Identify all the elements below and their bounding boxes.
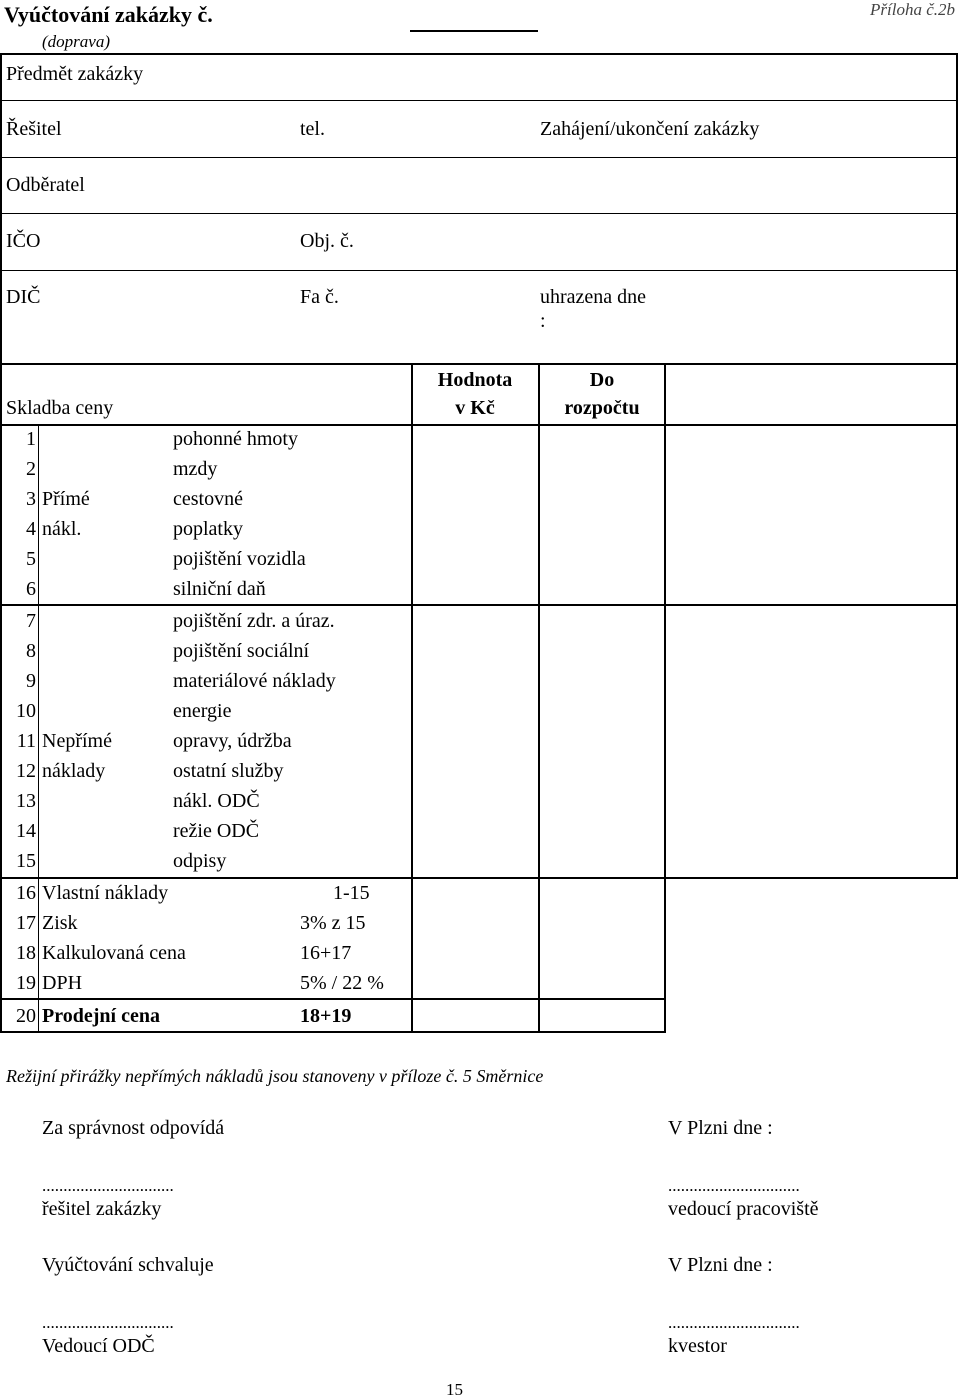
row-number: 5 bbox=[26, 548, 36, 570]
row-label: pojištění vozidla bbox=[173, 548, 306, 570]
row-number: 6 bbox=[26, 578, 36, 600]
paid-label: uhrazena dne bbox=[540, 286, 647, 308]
kvestor-signature-line: ............................... bbox=[668, 1313, 800, 1332]
row-number: 15 bbox=[16, 850, 36, 872]
summary-number: 17 bbox=[16, 912, 36, 934]
row-number: 13 bbox=[16, 790, 36, 812]
summary-number: 16 bbox=[16, 882, 36, 904]
customer-label: Odběratel bbox=[6, 174, 85, 196]
ico-label: IČO bbox=[6, 230, 41, 252]
summary-formula: 16+17 bbox=[300, 942, 352, 964]
order-label: Obj. č. bbox=[300, 230, 354, 252]
solver-label: Řešitel bbox=[6, 118, 62, 140]
approve-label: Vyúčtování schvaluje bbox=[42, 1254, 214, 1276]
summary-label: DPH bbox=[42, 972, 83, 994]
invoice-label: Fa č. bbox=[300, 286, 339, 308]
summary-formula: 5% / 22 % bbox=[300, 972, 384, 994]
direct-group-label-2: nákl. bbox=[42, 518, 82, 540]
row-number: 3 bbox=[26, 488, 36, 510]
head-signature-line: ............................... bbox=[668, 1176, 800, 1195]
budget-header-line2: rozpočtu bbox=[564, 397, 640, 419]
summary-number: 20 bbox=[16, 1005, 36, 1027]
value-header-line1: Hodnota bbox=[437, 369, 513, 391]
row-number: 14 bbox=[16, 820, 36, 842]
row-number: 4 bbox=[26, 518, 36, 540]
title-number-line bbox=[410, 30, 538, 32]
row-number: 2 bbox=[26, 458, 36, 480]
row-label: energie bbox=[173, 700, 232, 722]
summary-label: Zisk bbox=[42, 912, 78, 934]
head-signature-label: vedoucí pracoviště bbox=[668, 1198, 819, 1220]
row-number: 10 bbox=[16, 700, 36, 722]
dic-label: DIČ bbox=[6, 286, 41, 308]
row-label: pojištění sociální bbox=[173, 640, 310, 662]
document-subtitle: (doprava) bbox=[42, 32, 110, 51]
row-label: ostatní služby bbox=[173, 760, 284, 782]
solver-signature-line: ............................... bbox=[42, 1176, 174, 1195]
attachment-label: Příloha č.2b bbox=[870, 0, 955, 19]
row-label: poplatky bbox=[173, 518, 243, 540]
row-label: mzdy bbox=[173, 458, 218, 480]
summary-label: Kalkulovaná cena bbox=[42, 942, 186, 964]
row-number: 11 bbox=[16, 730, 36, 752]
row-label: odpisy bbox=[173, 850, 227, 872]
date-label-2: V Plzni dne : bbox=[668, 1254, 773, 1276]
summary-formula: 18+19 bbox=[300, 1005, 352, 1027]
row-label: pohonné hmoty bbox=[173, 428, 298, 450]
paid-colon: : bbox=[540, 310, 546, 332]
direct-group-label-1: Přímé bbox=[42, 488, 90, 510]
row-label: opravy, údržba bbox=[173, 730, 292, 752]
row-number: 9 bbox=[26, 670, 36, 692]
row-number: 12 bbox=[16, 760, 36, 782]
odc-signature-line: ............................... bbox=[42, 1313, 174, 1332]
subject-label: Předmět zakázky bbox=[6, 63, 144, 85]
budget-header-line1: Do bbox=[589, 369, 615, 391]
section-label: Skladba ceny bbox=[6, 397, 114, 419]
row-label: pojištění zdr. a úraz. bbox=[173, 610, 335, 632]
date-label-1: V Plzni dne : bbox=[668, 1117, 773, 1139]
start-end-label: Zahájení/ukončení zakázky bbox=[540, 118, 760, 140]
value-header-line2: v Kč bbox=[455, 397, 495, 419]
responsible-label: Za správnost odpovídá bbox=[42, 1117, 225, 1139]
summary-formula: 3% z 15 bbox=[300, 912, 366, 934]
indirect-group-label-2: náklady bbox=[42, 760, 106, 782]
tel-label: tel. bbox=[300, 118, 325, 140]
odc-signature-label: Vedoucí ODČ bbox=[42, 1335, 155, 1357]
footer-note: Režijní přirážky nepřímých nákladů jsou stanoveny v příloze č. 5 Směrnice bbox=[6, 1066, 544, 1086]
summary-formula: 1-15 bbox=[333, 882, 370, 904]
row-label: nákl. ODČ bbox=[173, 790, 260, 812]
row-number: 1 bbox=[26, 428, 36, 450]
row-number: 8 bbox=[26, 640, 36, 662]
solver-signature-label: řešitel zakázky bbox=[42, 1198, 162, 1220]
document-title: Vyúčtování zakázky č. bbox=[4, 2, 213, 27]
row-label: silniční daň bbox=[173, 578, 266, 600]
indirect-group-label-1: Nepřímé bbox=[42, 730, 112, 752]
page-number: 15 bbox=[446, 1380, 463, 1399]
summary-label: Prodejní cena bbox=[42, 1005, 160, 1027]
summary-number: 19 bbox=[16, 972, 36, 994]
row-label: režie ODČ bbox=[173, 820, 260, 842]
summary-label: Vlastní náklady bbox=[42, 882, 169, 904]
row-label: materiálové náklady bbox=[173, 670, 336, 692]
row-number: 7 bbox=[26, 610, 36, 632]
row-label: cestovné bbox=[173, 488, 243, 510]
kvestor-signature-label: kvestor bbox=[668, 1335, 727, 1357]
summary-number: 18 bbox=[16, 942, 36, 964]
